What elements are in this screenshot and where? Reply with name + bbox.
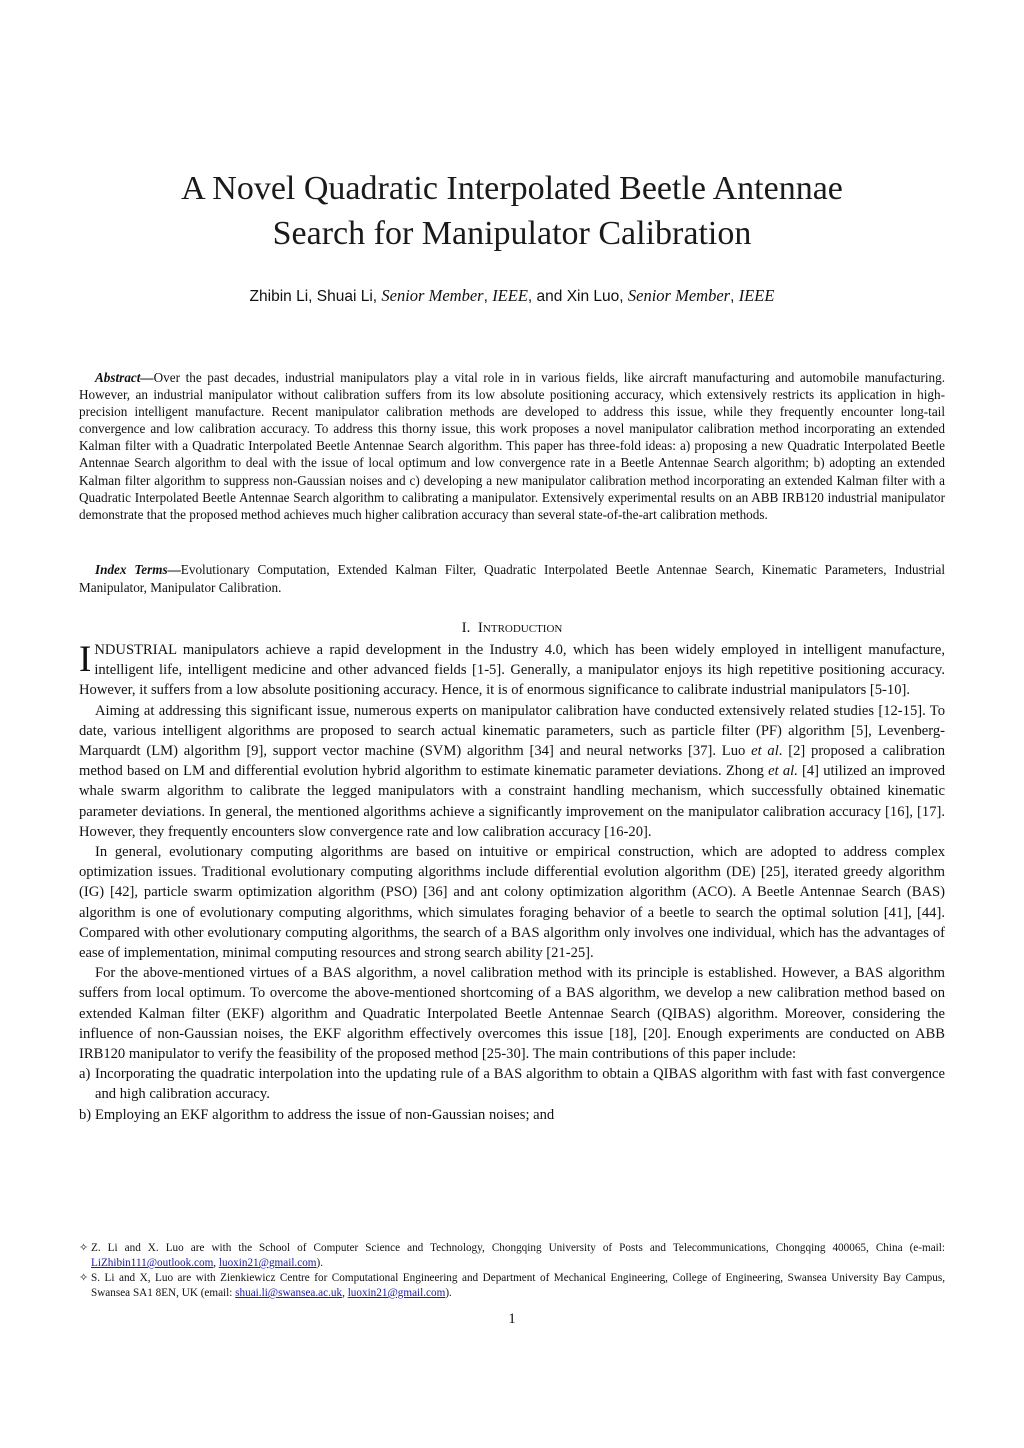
- paragraph-2: Aiming at addressing this significant issue, numerous experts on manipulator calibration have conducted extensively related studies [12-15]. To date, various intelligent algorithms are proposed to search actual kinematic parameters, such as particle filter (PF) algorithm [5], Levenberg-Marquardt (LM) algorithm [9], support vector machine (SVM) algorithm [34] and neural networks [37]. Luo et al. [2] proposed a calibration method based on LM and differential evolution hybrid algorithm to estimate kinematic parameter deviations. Zhong et al. [4] utilized an improved whale swarm algorithm to calibrate the legged manipulators with a constraint handling mechanism, which successfully obtained kinematic parameter deviations. In general, the mentioned algorithms achieve a significantly improvement on the manipulator calibration accuracy [16], [17]. However, they frequently encounters slow convergence rate and low calibration accuracy [16-20].: [79, 702, 945, 840]
- index-terms-label: Index Terms—: [95, 562, 181, 577]
- paper-title: [0, 166, 1024, 256]
- author-role-2: Senior Member: [627, 286, 731, 305]
- footnote-diamond-icon: ✧: [79, 1272, 89, 1284]
- author-list: Zhibin Li, Shuai Li, Senior Member, IEEE, and Xin Luo, Senior Member, IEEE: [249, 286, 775, 305]
- author-names-2: , and Xin Luo,: [527, 288, 628, 305]
- drop-cap: I: [79, 639, 92, 680]
- author-role-1: Senior Member: [381, 286, 484, 305]
- body-text: [79, 640, 945, 1125]
- list-item-label: b): [79, 1106, 92, 1123]
- abstract-label: Abstract—: [95, 370, 154, 385]
- email-link[interactable]: shuai.li@swansea.ac.uk: [235, 1287, 343, 1299]
- email-link[interactable]: luoxin21@gmail.com: [218, 1257, 317, 1269]
- index-terms-text: Evolutionary Computation, Extended Kalman Filter, Quadratic Interpolated Beetle Antennae Search, Kinematic Parameters, Industrial Manipulator, Manipulator Calibration.: [79, 562, 945, 595]
- author-org-1: IEEE: [492, 286, 528, 305]
- footnote-1: ✧ Z. Li and X. Luo are with the School of Computer Science and Technology, Chongqing University of Posts and Telecommunications, Chongqing 400065, China (e-mail: LiZhibin111@outlook.com, luoxin21@gmail.com).: [79, 1242, 945, 1269]
- email-link[interactable]: LiZhibin111@outlook.com: [91, 1257, 214, 1269]
- section-heading-introduction: [0, 618, 1024, 638]
- list-item-text: Incorporating the quadratic interpolation into the updating rule of a BAS algorithm to obtain a QIBAS algorithm with fast with fast convergence and high calibration accuracy.: [95, 1066, 945, 1103]
- index-terms: [79, 561, 945, 597]
- abstract: [79, 369, 945, 523]
- section-title: Introduction: [477, 620, 563, 636]
- paragraph-3: In general, evolutionary computing algorithms are based on intuitive or empirical construction, which are adopted to address complex optimization issues. Traditional evolutionary computing algorithms include differential evolution algorithm (DE) [25], iterated greedy algorithm (IG) [42], particle swarm optimization algorithm (PSO) [36] and ant colony optimization algorithm (ACO). A Beetle Antennae Search (BAS) algorithm is one of evolutionary computing algorithms, which simulates foraging behavior of a beetle to search the optimal solution [41], [44]. Compared with other evolutionary computing algorithms, the search of a BAS algorithm only involves one individual, which has the advantages of ease of implementation, minimal computing resources and strong search ability [21-25].: [79, 844, 945, 962]
- list-item-text: Employing an EKF algorithm to address the issue of non-Gaussian noises; and: [95, 1106, 555, 1123]
- title-line-2: Search for Manipulator Calibration: [272, 215, 752, 252]
- author-names-1: Zhibin Li, Shuai Li,: [249, 288, 382, 305]
- paragraph-1: INDUSTRIAL manipulators achieve a rapid development in the Industry 4.0, which has been widely employed in intelligent manufacture, intelligent life, intelligent medicine and other advanced fields [1-5]. Generally, a manipulator enjoys its high repetitive positioning accuracy. However, it suffers from a low absolute positioning accuracy. Hence, it is of enormous significance to calibrate industrial manipulators [5-10].: [79, 639, 945, 699]
- section-number: I.: [461, 620, 471, 636]
- abstract-text: Over the past decades, industrial manipulators play a vital role in in various fields, like aircraft manufacturing and automobile manufacturing. However, an industrial manipulator without calibration suffers from its low absolute positioning accuracy, which extensively restricts its application in high-precision intelligent manufacture. Recent manipulator calibration methods are developed to address this issue, while they frequently encounter long-tail convergence and low calibration accuracy. To address this thorny issue, this work proposes a novel manipulator calibration method incorporating an extended Kalman filter with a Quadratic Interpolated Beetle Antennae Search algorithm. This paper has three-fold ideas: a) proposing a new Quadratic Interpolated Beetle Antennae Search algorithm to deal with the issue of local optimum and low convergence rate in a Beetle Antennae Search algorithm; b) adopting an extended Kalman filter algorithm to suppress non-Gaussian noises and c) developing a new manipulator calibration method incorporating an extended Kalman filter with a Quadratic Interpolated Beetle Antennae Search algorithm to calibrating a manipulator. Extensively experimental results on an ABB IRB120 industrial manipulator demonstrate that the proposed method achieves much higher calibration accuracy than several state-of-the-art calibration methods.: [79, 370, 945, 522]
- email-link[interactable]: luoxin21@gmail.com: [347, 1287, 446, 1299]
- title-line-1: A Novel Quadratic Interpolated Beetle Antennae: [181, 170, 843, 207]
- footnote-2: ✧ S. Li and X, Luo are with Zienkiewicz Centre for Computational Engineering and Department of Mechanical Engineering, College of Engineering, Swansea University Bay Campus, Swansea SA1 8EN, UK (email: shuai.li@swansea.ac.uk, luoxin21@gmail.com).: [79, 1272, 945, 1299]
- footnote-diamond-icon: ✧: [79, 1242, 89, 1254]
- footnotes: [79, 1241, 945, 1301]
- list-item: [79, 1105, 945, 1125]
- list-item-label: a): [79, 1066, 91, 1083]
- page-number: 1: [508, 1311, 516, 1327]
- author-org-2: IEEE: [738, 286, 775, 305]
- paragraph-4: For the above-mentioned virtues of a BAS algorithm, a novel calibration method with its principle is established. However, a BAS algorithm suffers from local optimum. To overcome the above-mentioned shortcoming of a BAS algorithm, we develop a new calibration method based on extended Kalman filter (EKF) algorithm and Quadratic Interpolated Beetle Antennae Search (QIBAS) algorithm. Moreover, considering the influence of non-Gaussian noises, the EKF algorithm effectively overcomes this issue [18], [20]. Enough experiments are conducted on ABB IRB120 manipulator to verify the feasibility of the proposed method [25-30]. The main contributions of this paper include:: [79, 965, 945, 1063]
- list-item: [79, 1064, 945, 1104]
